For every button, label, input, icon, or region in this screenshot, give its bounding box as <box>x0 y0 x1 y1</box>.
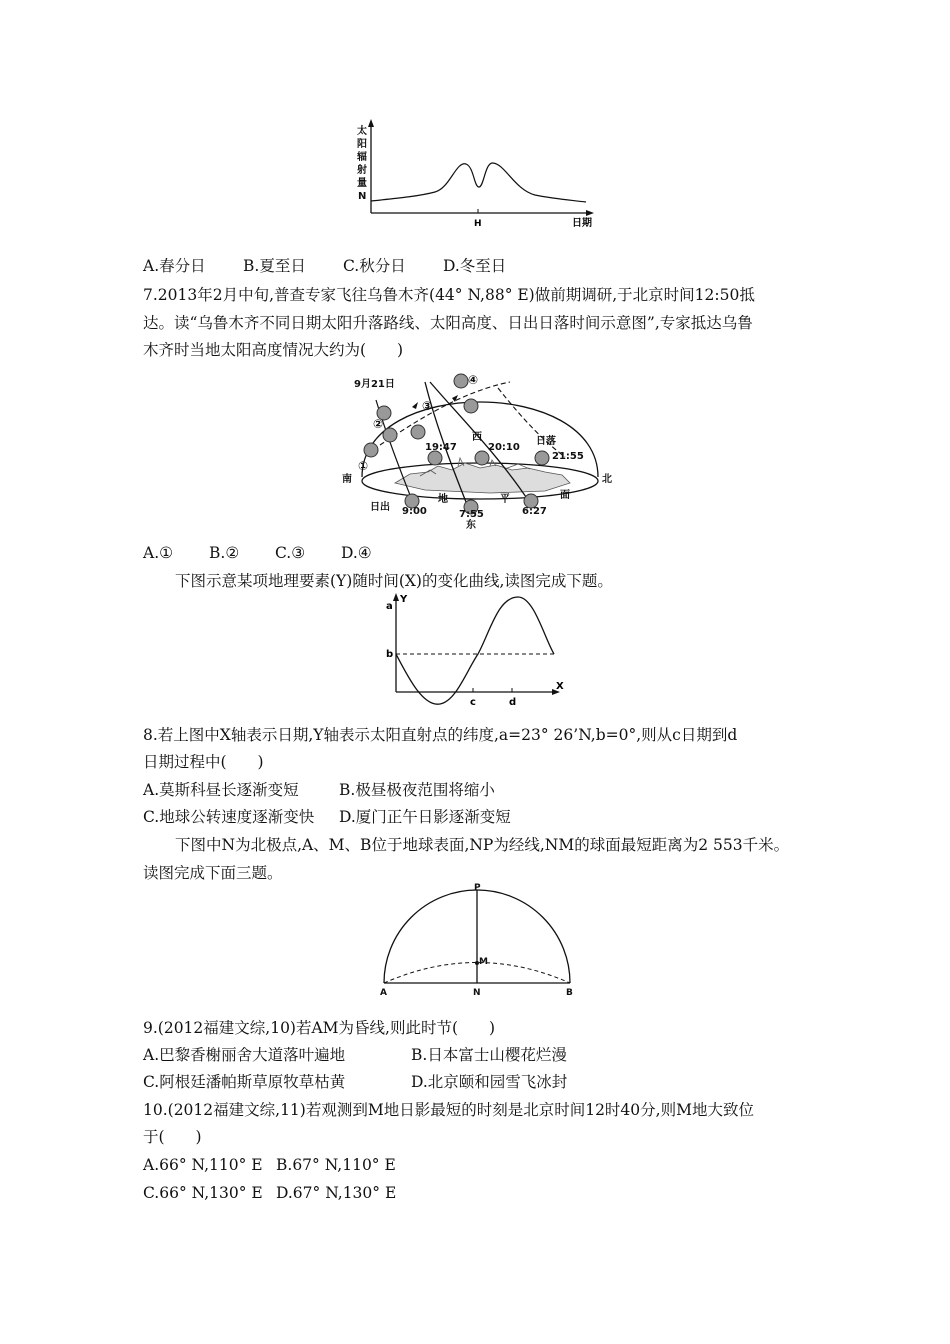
west-label: 西 <box>472 432 482 443</box>
north-label: 北 <box>602 474 612 485</box>
fig4-a-label: A <box>380 988 387 998</box>
q8-option-a[interactable]: A.莫斯科昼长逐渐变短 <box>143 781 299 799</box>
q9-option-c[interactable]: C.阿根廷潘帕斯草原牧草枯黄 <box>143 1073 346 1091</box>
q6-option-b[interactable]: B.夏至日 <box>243 257 306 275</box>
fig1-ylabel-char: 射 <box>357 165 367 176</box>
south-label: 南 <box>342 474 352 485</box>
fig1-h-label: H <box>474 219 482 229</box>
fig1-ylabel-char: N <box>358 191 367 202</box>
landscape <box>395 463 570 493</box>
q6-options <box>143 256 506 276</box>
date-label: 9月21日 <box>354 379 395 390</box>
semicircle-figure <box>375 882 580 1000</box>
ground-char: 平 <box>500 494 510 505</box>
sun-west-2010 <box>475 451 489 465</box>
fig4-p-label: P <box>474 883 481 893</box>
time-east-627: 6:27 <box>522 506 547 517</box>
sun-position-4 <box>454 374 468 388</box>
q7-options <box>143 543 372 563</box>
q9-stem: 9.(2012福建文综,10)若AM为昏线,则此时节( ) <box>143 1019 496 1037</box>
ground-char: 面 <box>560 490 570 501</box>
q10-options-row <box>143 1183 396 1203</box>
q8-stem-line: 日期过程中( ) <box>143 753 264 771</box>
fig1-y-arrow <box>368 119 374 127</box>
fig4-n-label: N <box>473 988 481 998</box>
q10-options-row <box>143 1155 396 1175</box>
sun-position-1 <box>364 443 378 457</box>
q7-stem-line: 达。读“乌鲁木齐不同日期太阳升落路线、太阳高度、日出日落时间示意图”,专家抵达乌鲁 <box>143 314 753 332</box>
time-east-900: 9:00 <box>402 506 427 517</box>
fig3-c-label: c <box>470 697 476 708</box>
q7-option-b[interactable]: B.② <box>209 544 240 562</box>
q8-options-row <box>143 807 511 827</box>
time-west-2155: 21:55 <box>552 451 584 462</box>
ground-char: 地 <box>438 494 448 505</box>
fig1-ylabel-char: 辐 <box>357 152 367 163</box>
fig4-m-label: M <box>479 957 488 967</box>
q9-option-d[interactable]: D.北京颐和园雪飞冰封 <box>411 1073 568 1091</box>
q7-option-d[interactable]: D.④ <box>341 544 372 562</box>
marker-4: ④ <box>468 373 479 387</box>
q7-option-c[interactable]: C.③ <box>275 544 306 562</box>
q8-option-b[interactable]: B.极昼极夜范围将缩小 <box>339 781 495 799</box>
fig4-b-label: B <box>566 988 573 998</box>
sunrise-label: 日出 <box>370 502 390 513</box>
fig3-y-arrow <box>393 593 399 601</box>
marker-2: ② <box>373 417 384 431</box>
q8-option-d[interactable]: D.厦门正午日影逐渐变短 <box>339 808 511 826</box>
fig1-x-arrow <box>586 210 594 216</box>
q7-option-a[interactable]: A.① <box>143 544 174 562</box>
q10-stem-line: 于( ) <box>143 1128 202 1146</box>
q10-option-b[interactable]: B.67° N,110° E <box>276 1156 396 1174</box>
fig3-curve <box>396 597 554 704</box>
q10-option-c[interactable]: C.66° N,130° E <box>143 1184 263 1202</box>
q9-option-a[interactable]: A.巴黎香榭丽舍大道落叶遍地 <box>143 1046 346 1064</box>
fig1-ylabel-char: 太 <box>357 126 367 137</box>
q7-stem-line: 7.2013年2月中旬,普查专家飞往乌鲁木齐(44° N,88° E)做前期调研,于北京时间12:50抵 <box>143 286 755 304</box>
q10-option-a[interactable]: A.66° N,110° E <box>143 1156 263 1174</box>
sun-position-3 <box>464 399 478 413</box>
marker-3: ③ <box>422 399 433 413</box>
time-west-2010: 20:10 <box>488 442 520 453</box>
sun-position-2 <box>383 428 397 442</box>
q9-options-row <box>143 1045 567 1065</box>
fig3-d-label: d <box>509 697 517 708</box>
q6-option-d[interactable]: D.冬至日 <box>443 257 507 275</box>
fig1-radiation-curve <box>371 163 586 202</box>
sun-path-figure <box>340 362 620 532</box>
sun-west-2155 <box>535 451 549 465</box>
sun-west-1947 <box>428 451 442 465</box>
fig1-xlabel: 日期 <box>572 218 592 229</box>
q8-stem-line: 8.若上图中X轴表示日期,Y轴表示太阳直射点的纬度,a=23° 26’N,b=0°,则从c日期到d <box>143 726 738 744</box>
yx-curve-figure <box>378 592 570 710</box>
np-intro-line: 读图完成下面三题。 <box>143 864 283 882</box>
fig3-y-label: Y <box>400 594 408 605</box>
q7-stem-line: 木齐时当地太阳高度情况大约为( ) <box>143 341 404 359</box>
q8-options-row <box>143 780 495 800</box>
q6-option-c[interactable]: C.秋分日 <box>343 257 406 275</box>
time-west-1947: 19:47 <box>425 442 457 453</box>
fig3-a-label: a <box>386 601 393 612</box>
marker-1: ① <box>358 459 369 473</box>
fig3-b-label: b <box>386 649 394 660</box>
fig3-x-label: X <box>556 681 564 692</box>
time-east-755: 7:55 <box>459 509 484 520</box>
q10-stem-line: 10.(2012福建文综,11)若观测到M地日影最短的时刻是北京时间12时40分,则M地大致位 <box>143 1101 754 1119</box>
q9-option-b[interactable]: B.日本富士山樱花烂漫 <box>411 1046 567 1064</box>
curve-intro: 下图示意某项地理要素(Y)随时间(X)的变化曲线,读图完成下题。 <box>175 572 613 590</box>
sunset-label: 日落 <box>536 436 556 447</box>
fig1-ylabel-char: 阳 <box>357 139 367 150</box>
solar-radiation-figure <box>350 118 605 233</box>
np-intro-line: 下图中N为北极点,A、M、B位于地球表面,NP为经线,NM的球面最短距离为2 553千米。 <box>175 836 790 854</box>
east-label: 东 <box>466 520 476 531</box>
fig1-ylabel-char: 量 <box>357 178 367 189</box>
q6-option-a[interactable]: A.春分日 <box>143 257 206 275</box>
q10-option-d[interactable]: D.67° N,130° E <box>276 1184 397 1202</box>
q8-option-c[interactable]: C.地球公转速度逐渐变快 <box>143 808 315 826</box>
sun-position-morning <box>411 425 425 439</box>
q9-options-row <box>143 1072 567 1092</box>
